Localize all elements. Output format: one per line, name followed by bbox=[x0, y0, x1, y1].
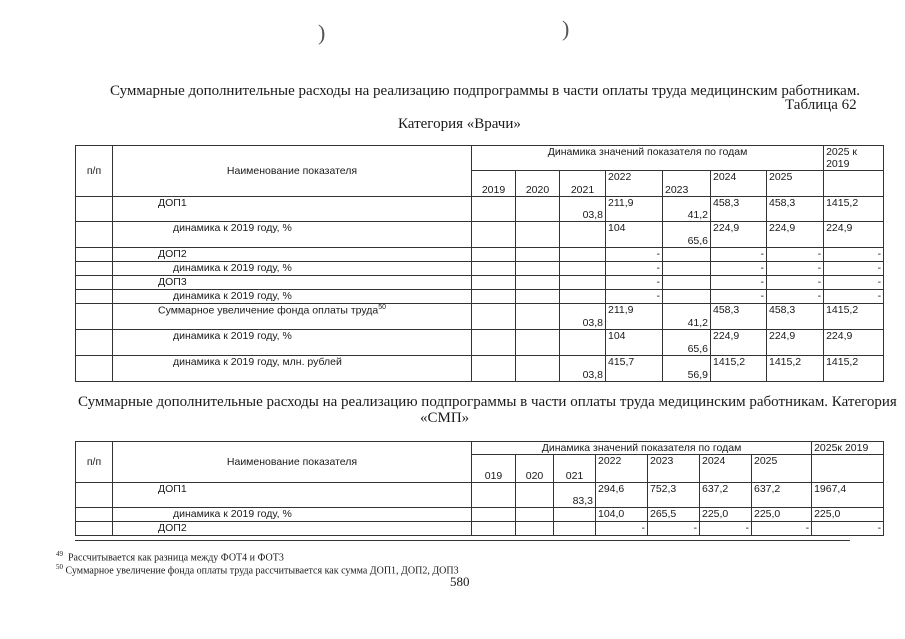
cell-2024: - bbox=[711, 248, 767, 262]
year-header: 2023 bbox=[663, 171, 711, 197]
cell-2024: 458,3 bbox=[711, 304, 767, 330]
year-header: 020 bbox=[516, 455, 554, 483]
cell-2022: 104 bbox=[606, 222, 663, 248]
table-row bbox=[76, 304, 884, 330]
cell-2025: 458,3 bbox=[767, 304, 824, 330]
year-header: 2022 bbox=[606, 171, 663, 197]
cell-2023: 752,3 bbox=[648, 483, 700, 508]
row-label: динамика к 2019 году, % bbox=[113, 330, 472, 356]
cell-2025: 224,9 bbox=[767, 222, 824, 248]
cell-2022: 104,0 bbox=[596, 508, 648, 522]
cell-2024: - bbox=[700, 522, 752, 536]
category-label: Категория «Врачи» bbox=[398, 116, 521, 132]
header-ratio: 2025 к 2019 bbox=[824, 146, 884, 171]
cell-ratio: 224,9 bbox=[824, 222, 884, 248]
cell-2022: 415,7 bbox=[606, 356, 663, 382]
cell-2025: 1415,2 bbox=[767, 356, 824, 382]
cell-2024: - bbox=[711, 276, 767, 290]
table-row bbox=[76, 356, 884, 382]
cell-2022: - bbox=[606, 290, 663, 304]
cell-2025: - bbox=[752, 522, 812, 536]
page-number: 580 bbox=[450, 574, 470, 589]
year-header: 2025 bbox=[767, 171, 824, 197]
section2-title: Суммарные дополнительные расходы на реализацию подпрограммы в части оплаты труда медицинским работникам. Категория bbox=[78, 394, 897, 410]
cell-2021: 03,8 bbox=[560, 197, 606, 222]
cell-ratio: - bbox=[812, 522, 884, 536]
cell-2024: - bbox=[711, 290, 767, 304]
year-header: 2020 bbox=[516, 171, 560, 197]
table-row bbox=[76, 290, 884, 304]
footnote-divider bbox=[75, 540, 850, 541]
table-smp bbox=[75, 441, 884, 536]
cell-2022: 104 bbox=[606, 330, 663, 356]
cell-2024: 637,2 bbox=[700, 483, 752, 508]
cell-2021: 03,8 bbox=[560, 304, 606, 330]
table-row bbox=[76, 197, 884, 222]
footnote-50: $^{50}$ Суммарное увеличение фонда оплаты труда рассчитывается как сумма ДОП1, ДОП2, ДОП3 bbox=[56, 563, 459, 577]
cell-ratio: - bbox=[824, 290, 884, 304]
table-row bbox=[76, 330, 884, 356]
header-name: Наименование показателя bbox=[113, 146, 472, 197]
cell-2024: - bbox=[711, 262, 767, 276]
table-doctors bbox=[75, 145, 884, 382]
table-row bbox=[76, 508, 884, 522]
cell-2025: 458,3 bbox=[767, 197, 824, 222]
cell-2023: 265,5 bbox=[648, 508, 700, 522]
cell-2025: - bbox=[767, 248, 824, 262]
footnote-ref: 50 bbox=[378, 304, 387, 311]
cell-2023: 56,9 bbox=[663, 356, 711, 382]
cell-2022: - bbox=[606, 276, 663, 290]
year-header: 019 bbox=[472, 455, 516, 483]
cell-2023: 41,2 bbox=[663, 304, 711, 330]
section1-title: Суммарные дополнительные расходы на реализацию подпрограммы в части оплаты труда медицинским работникам. bbox=[110, 83, 861, 99]
binding-mark-right: ) bbox=[562, 16, 570, 41]
row-label: динамика к 2019 году, % bbox=[113, 508, 472, 522]
cell-2024: 1415,2 bbox=[711, 356, 767, 382]
row-label: ДОП2 bbox=[113, 248, 472, 262]
row-label: динамика к 2019 году, % bbox=[113, 262, 472, 276]
row-label: ДОП1 bbox=[113, 483, 472, 508]
year-header: 2024 bbox=[700, 455, 752, 483]
year-header: 2019 bbox=[472, 171, 516, 197]
year-header bbox=[824, 171, 884, 197]
row-label: динамика к 2019 году, % bbox=[113, 290, 472, 304]
header-dynamics: Динамика значений показателя по годам bbox=[472, 442, 812, 455]
table-row bbox=[76, 276, 884, 290]
row-label: динамика к 2019 году, млн. рублей bbox=[113, 356, 472, 382]
year-header: 2022 bbox=[596, 455, 648, 483]
row-label: динамика к 2019 году, % bbox=[113, 222, 472, 248]
cell-ratio: 224,9 bbox=[824, 330, 884, 356]
binding-mark-left: ) bbox=[318, 20, 326, 45]
cell-2022: - bbox=[596, 522, 648, 536]
table-row bbox=[76, 522, 884, 536]
cell-ratio: - bbox=[824, 248, 884, 262]
header-dynamics: Динамика значений показателя по годам bbox=[472, 146, 824, 171]
header-pp: п/п bbox=[76, 146, 113, 197]
year-header: 2023 bbox=[648, 455, 700, 483]
table-number: Таблица 62 bbox=[785, 97, 857, 113]
cell-2022: 211,9 bbox=[606, 304, 663, 330]
header-name: Наименование показателя bbox=[113, 442, 472, 483]
cell-ratio: 1415,2 bbox=[824, 304, 884, 330]
cell-2023: 65,6 bbox=[663, 222, 711, 248]
row-label: ДОП3 bbox=[113, 276, 472, 290]
year-header: 021 bbox=[554, 455, 596, 483]
table-row bbox=[76, 248, 884, 262]
cell-2022: - bbox=[606, 248, 663, 262]
cell-2021: 83,3 bbox=[554, 483, 596, 508]
year-header: 2025 bbox=[752, 455, 812, 483]
cell-ratio: 1415,2 bbox=[824, 356, 884, 382]
cell-ratio: 225,0 bbox=[812, 508, 884, 522]
cell-2025: - bbox=[767, 290, 824, 304]
section2-category: «СМП» bbox=[420, 410, 470, 426]
cell-2025: 224,9 bbox=[767, 330, 824, 356]
cell-2022: 294,6 bbox=[596, 483, 648, 508]
cell-2022: 211,9 bbox=[606, 197, 663, 222]
cell-2025: 637,2 bbox=[752, 483, 812, 508]
table-row bbox=[76, 262, 884, 276]
cell-2025: - bbox=[767, 276, 824, 290]
header-ratio: 2025к 2019 bbox=[812, 442, 884, 455]
cell-2024: 225,0 bbox=[700, 508, 752, 522]
row-label: ДОП2 bbox=[113, 522, 472, 536]
cell-2022: - bbox=[606, 262, 663, 276]
cell-2023: - bbox=[648, 522, 700, 536]
row-label: Суммарное увеличение фонда оплаты труда$^{50}$ bbox=[113, 304, 472, 330]
cell-ratio: 1415,2 bbox=[824, 197, 884, 222]
footnote-49: $^{49}$ Рассчитывается как разница между ФОТ4 и ФОТ3 bbox=[56, 550, 284, 564]
cell-2024: 458,3 bbox=[711, 197, 767, 222]
cell-2024: 224,9 bbox=[711, 330, 767, 356]
cell-2024: 224,9 bbox=[711, 222, 767, 248]
cell-2021: 03,8 bbox=[560, 356, 606, 382]
row-label: ДОП1 bbox=[113, 197, 472, 222]
cell-ratio: - bbox=[824, 276, 884, 290]
year-header bbox=[812, 455, 884, 483]
cell-2023: 41,2 bbox=[663, 197, 711, 222]
cell-2025: 225,0 bbox=[752, 508, 812, 522]
table-row bbox=[76, 222, 884, 248]
table-row bbox=[76, 483, 884, 508]
cell-2025: - bbox=[767, 262, 824, 276]
year-header: 2024 bbox=[711, 171, 767, 197]
cell-ratio: - bbox=[824, 262, 884, 276]
year-header: 2021 bbox=[560, 171, 606, 197]
header-pp: п/п bbox=[76, 442, 113, 483]
cell-2023: 65,6 bbox=[663, 330, 711, 356]
cell-ratio: 1967,4 bbox=[812, 483, 884, 508]
